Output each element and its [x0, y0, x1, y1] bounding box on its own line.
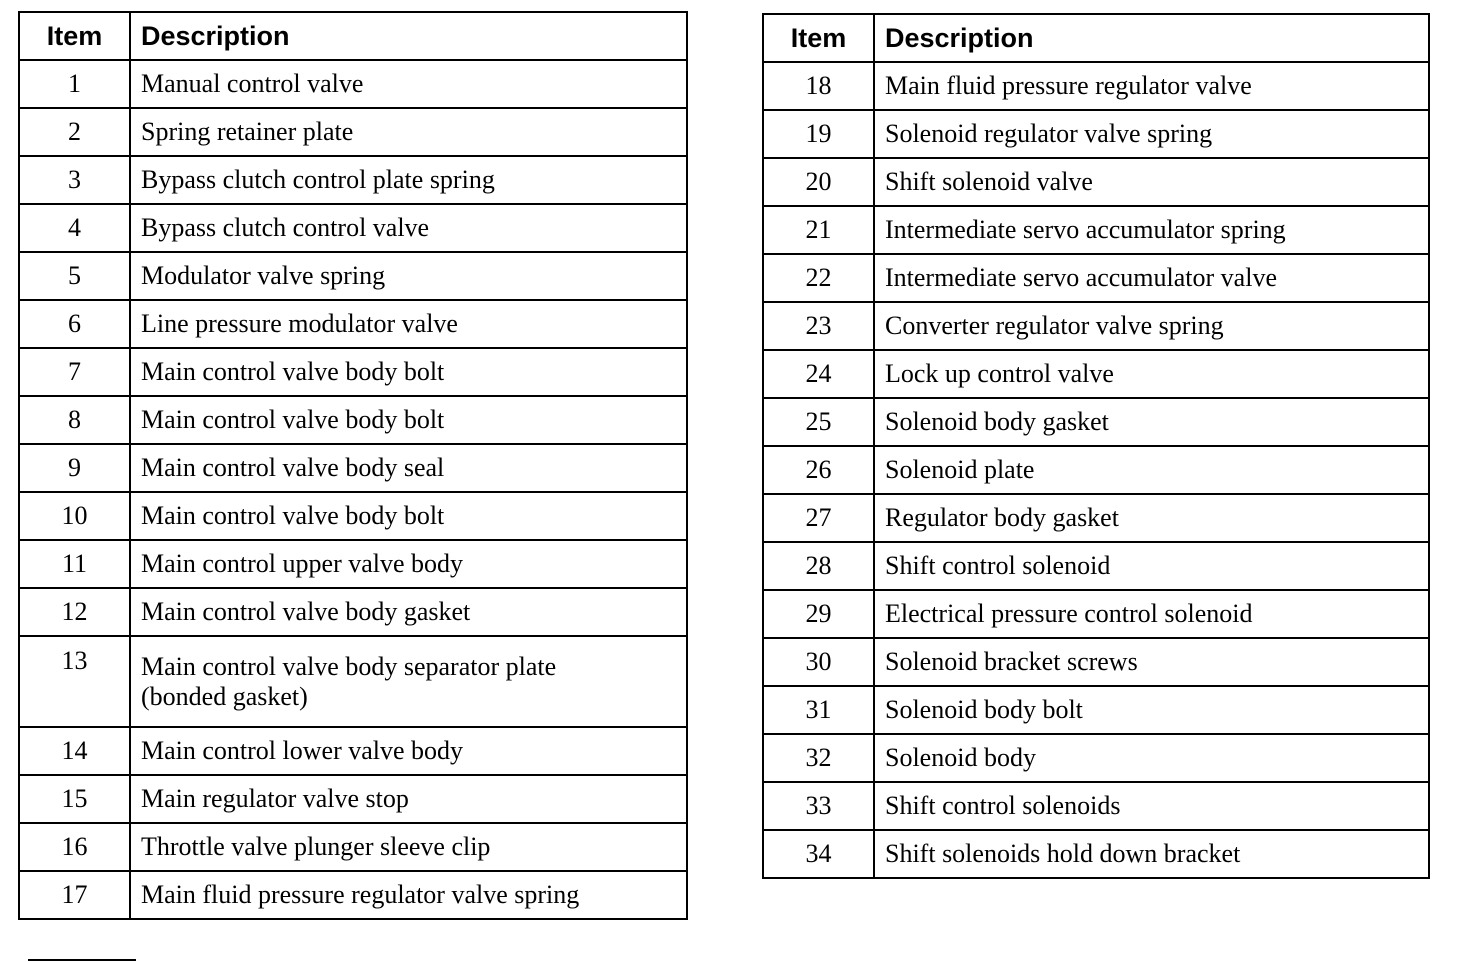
- item-description: Main control upper valve body: [130, 540, 687, 588]
- item-description: Modulator valve spring: [130, 252, 687, 300]
- item-description: Solenoid body bolt: [874, 686, 1429, 734]
- description-line: Main control valve body separator plate: [141, 651, 557, 681]
- item-description: Shift control solenoids: [874, 782, 1429, 830]
- table-row: [763, 302, 1429, 350]
- table-row: [763, 446, 1429, 494]
- item-description: Solenoid plate: [874, 446, 1429, 494]
- item-number: 12: [19, 588, 130, 636]
- item-number: 11: [19, 540, 130, 588]
- table-row: [19, 727, 687, 775]
- item-number: 17: [19, 871, 130, 919]
- item-number: 7: [19, 348, 130, 396]
- item-number: 2: [19, 108, 130, 156]
- item-number: 6: [19, 300, 130, 348]
- item-number: 29: [763, 590, 874, 638]
- table-row: [763, 638, 1429, 686]
- item-number: 13: [19, 636, 130, 727]
- table-row: [19, 636, 687, 727]
- item-description: Lock up control valve: [874, 350, 1429, 398]
- item-description: Electrical pressure control solenoid: [874, 590, 1429, 638]
- table-row: [19, 396, 687, 444]
- table-row: [763, 830, 1429, 878]
- table-row: [19, 775, 687, 823]
- item-description: Main control valve body bolt: [130, 396, 687, 444]
- table-row: [763, 782, 1429, 830]
- item-description: Line pressure modulator valve: [130, 300, 687, 348]
- item-number: 3: [19, 156, 130, 204]
- table-row: [19, 108, 687, 156]
- table-row: [763, 206, 1429, 254]
- item-number: 15: [19, 775, 130, 823]
- item-column-header: Item: [19, 12, 130, 60]
- item-description: Solenoid regulator valve spring: [874, 110, 1429, 158]
- table-row: [763, 542, 1429, 590]
- item-number: 24: [763, 350, 874, 398]
- item-description: Shift solenoid valve: [874, 158, 1429, 206]
- item-description: Main fluid pressure regulator valve spring: [130, 871, 687, 919]
- item-number: 19: [763, 110, 874, 158]
- table-row: [19, 492, 687, 540]
- description-line: (bonded gasket): [141, 681, 308, 711]
- table-row: [763, 398, 1429, 446]
- item-number: 23: [763, 302, 874, 350]
- item-description: Shift control solenoid: [874, 542, 1429, 590]
- table-row: [19, 540, 687, 588]
- table-header-row: [19, 12, 687, 60]
- table-header-row: [763, 14, 1429, 62]
- table-row: [763, 62, 1429, 110]
- table-row: [763, 350, 1429, 398]
- item-description: Main control valve body bolt: [130, 348, 687, 396]
- table-row: [763, 158, 1429, 206]
- item-description: Main fluid pressure regulator valve: [874, 62, 1429, 110]
- table-row: [763, 590, 1429, 638]
- item-description: Solenoid body: [874, 734, 1429, 782]
- table-row: [19, 444, 687, 492]
- item-description: [130, 636, 687, 727]
- table-row: [763, 110, 1429, 158]
- item-number: 1: [19, 60, 130, 108]
- table-row: [763, 686, 1429, 734]
- item-number: 31: [763, 686, 874, 734]
- item-number: 9: [19, 444, 130, 492]
- footer-rule: [28, 959, 136, 961]
- description-column-header: Description: [130, 12, 687, 60]
- description-column-header: Description: [874, 14, 1429, 62]
- item-description: Intermediate servo accumulator valve: [874, 254, 1429, 302]
- item-description: Main control valve body bolt: [130, 492, 687, 540]
- item-number: 34: [763, 830, 874, 878]
- item-number: 5: [19, 252, 130, 300]
- table-row: [763, 734, 1429, 782]
- item-column-header: Item: [763, 14, 874, 62]
- item-number: 8: [19, 396, 130, 444]
- table-row: [19, 252, 687, 300]
- item-description: Regulator body gasket: [874, 494, 1429, 542]
- table-row: [19, 871, 687, 919]
- item-description: Throttle valve plunger sleeve clip: [130, 823, 687, 871]
- table-row: [19, 823, 687, 871]
- item-description: Manual control valve: [130, 60, 687, 108]
- item-number: 14: [19, 727, 130, 775]
- item-description: Shift solenoids hold down bracket: [874, 830, 1429, 878]
- item-number: 25: [763, 398, 874, 446]
- item-number: 26: [763, 446, 874, 494]
- table-row: [19, 300, 687, 348]
- item-description: Solenoid body gasket: [874, 398, 1429, 446]
- parts-table-right: [762, 13, 1430, 879]
- item-description: Main control lower valve body: [130, 727, 687, 775]
- item-number: 10: [19, 492, 130, 540]
- table-row: [763, 494, 1429, 542]
- item-number: 28: [763, 542, 874, 590]
- parts-table-left: [18, 11, 688, 920]
- table-row: [763, 254, 1429, 302]
- item-description: Solenoid bracket screws: [874, 638, 1429, 686]
- item-description: Converter regulator valve spring: [874, 302, 1429, 350]
- table-row: [19, 204, 687, 252]
- item-description: Main control valve body seal: [130, 444, 687, 492]
- table-row: [19, 60, 687, 108]
- item-description: Spring retainer plate: [130, 108, 687, 156]
- item-number: 27: [763, 494, 874, 542]
- item-number: 20: [763, 158, 874, 206]
- item-number: 32: [763, 734, 874, 782]
- item-description: Bypass clutch control valve: [130, 204, 687, 252]
- item-number: 33: [763, 782, 874, 830]
- item-number: 4: [19, 204, 130, 252]
- item-number: 30: [763, 638, 874, 686]
- item-description: Main control valve body gasket: [130, 588, 687, 636]
- item-description: Intermediate servo accumulator spring: [874, 206, 1429, 254]
- table-row: [19, 156, 687, 204]
- item-description: Main regulator valve stop: [130, 775, 687, 823]
- item-number: 21: [763, 206, 874, 254]
- table-row: [19, 588, 687, 636]
- table-row: [19, 348, 687, 396]
- item-description: Bypass clutch control plate spring: [130, 156, 687, 204]
- item-number: 18: [763, 62, 874, 110]
- item-number: 16: [19, 823, 130, 871]
- item-number: 22: [763, 254, 874, 302]
